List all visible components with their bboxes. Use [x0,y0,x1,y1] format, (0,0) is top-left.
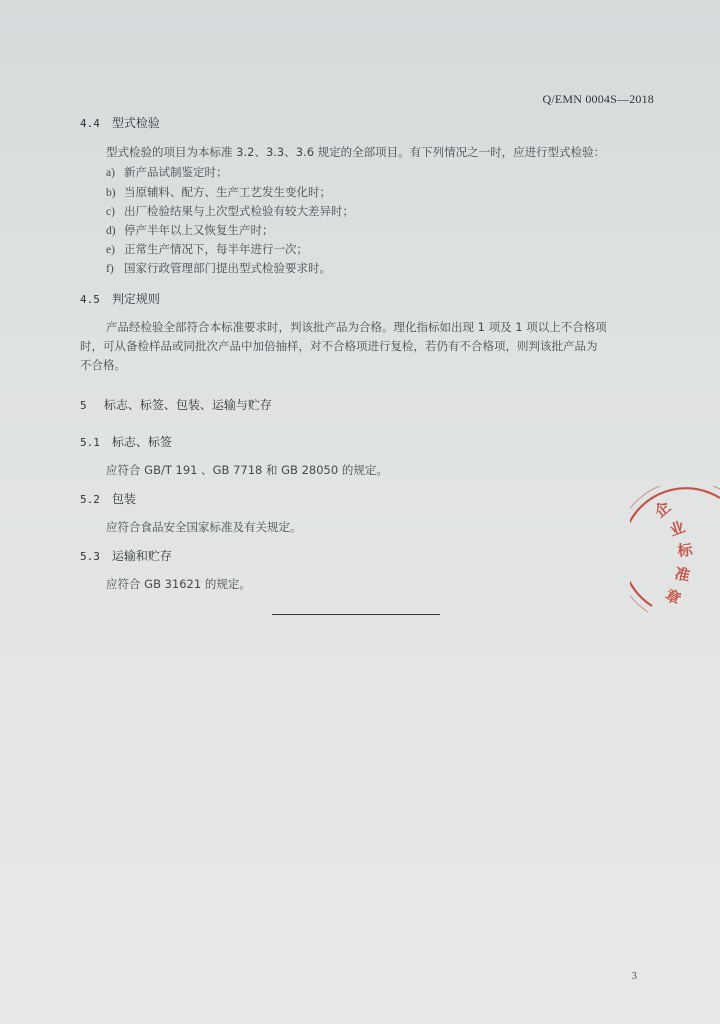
section-number: 5.3 [80,550,100,563]
list-item: c) 出厂检验结果与上次型式检验有较大差异时； [106,204,354,218]
section-number: 4.5 [80,293,100,306]
section-number: 5.1 [80,436,100,449]
section-4-4-heading [80,114,160,131]
list-item: e) 正常生产情况下，每半年进行一次； [106,242,308,256]
svg-text:企: 企 [651,497,675,522]
section-5-3-heading [80,547,172,564]
paragraph-line: 不合格。 [80,358,126,372]
svg-text:标: 标 [676,540,694,560]
page-number: 3 [631,970,637,982]
section-title: 判定规则 [111,292,160,306]
section-title: 标志、标签、包装、运输与贮存 [103,398,272,412]
section-number: 5 [80,399,87,412]
section-5-heading [80,396,272,413]
list-item: b) 当原辅料、配方、生产工艺发生变化时； [106,185,331,199]
section-4-5-heading [80,290,160,307]
list-item: f) 国家行政管理部门提出型式检验要求时。 [106,261,331,275]
list-item: d) 停产半年以上又恢复生产时； [106,223,274,237]
section-4-4-intro: 型式检验的项目为本标准 3.2、3.3、3.6 规定的全部项目。有下列情况之一时，应进行型式检验： [106,145,606,159]
section-5-2-heading [80,490,136,507]
official-seal-stamp [630,486,720,626]
section-5-2-text: 应符合食品安全国家标准及有关规定。 [106,520,302,534]
svg-text:章: 章 [662,585,684,609]
section-title: 标志、标签 [111,435,172,449]
document-code: Q/EMN 0004S—2018 [542,92,654,106]
svg-text:业: 业 [667,517,688,540]
paragraph-line: 时，可从备检样品或同批次产品中加倍抽样，对不合格项进行复检，若仍有不合格项，则判该批产品为 [80,339,598,353]
section-title: 包装 [111,492,136,506]
section-5-1-text: 应符合 GB/T 191 、GB 7718 和 GB 28050 的规定。 [106,463,388,477]
section-title: 型式检验 [111,116,160,130]
paragraph-line: 产品经检验全部符合本标准要求时，判该批产品为合格。理化指标如出现 1 项及 1 项以上不合格项 [106,320,607,334]
section-number: 4.4 [80,117,100,130]
section-number: 5.2 [80,493,100,506]
list-item: a) 新产品试制鉴定时； [106,165,228,179]
section-5-1-heading [80,433,172,450]
section-title: 运输和贮存 [111,549,172,563]
svg-text:准: 准 [673,564,692,586]
end-divider [272,614,440,615]
section-5-3-text: 应符合 GB 31621 的规定。 [106,577,251,591]
